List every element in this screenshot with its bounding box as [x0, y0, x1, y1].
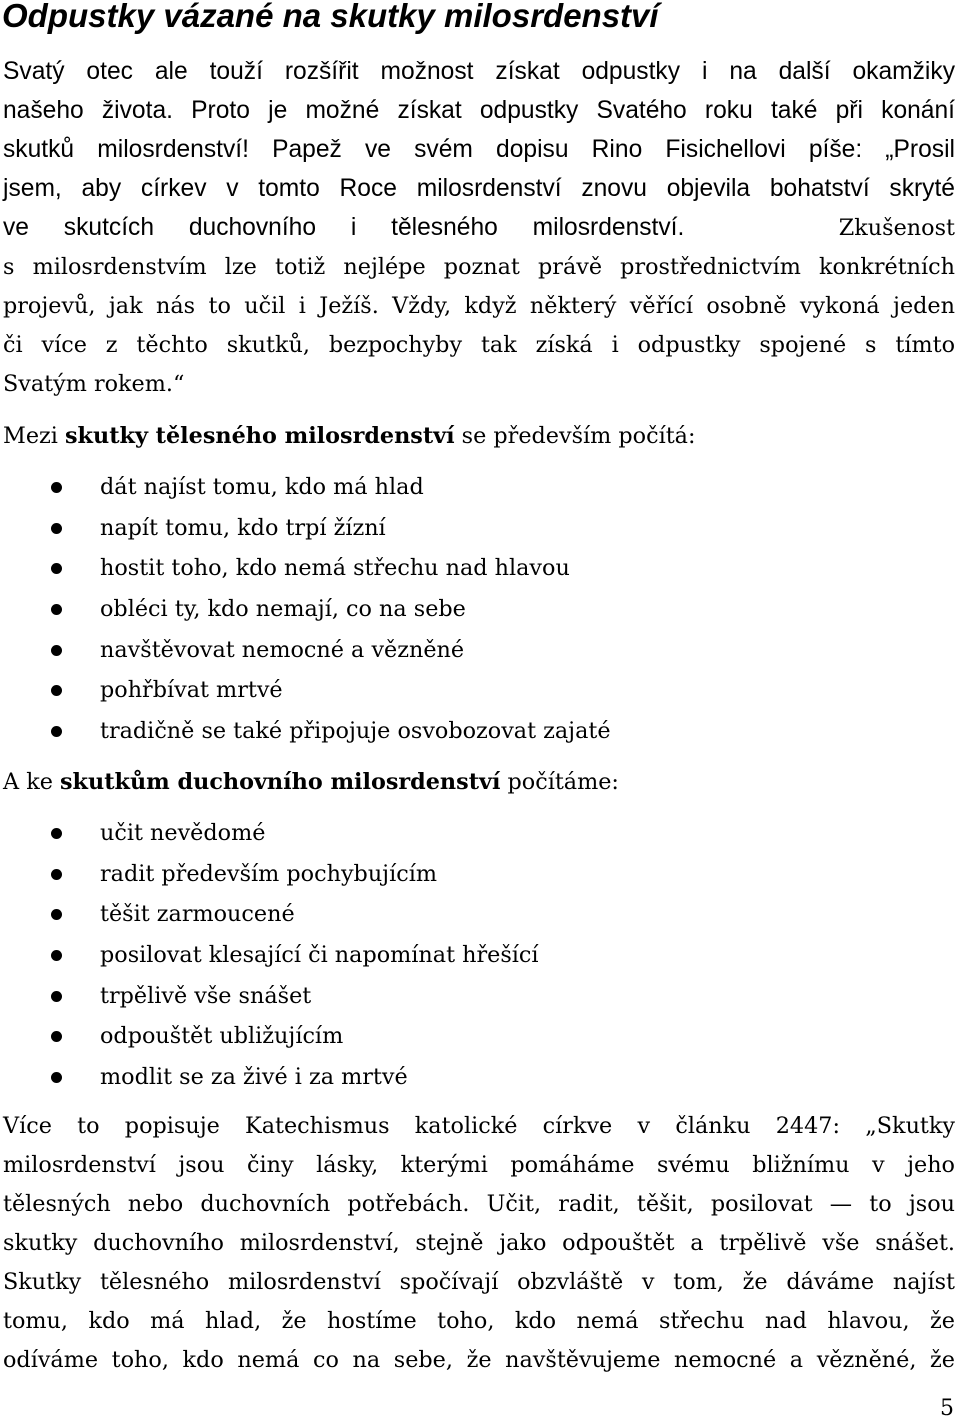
list-item — [0, 816, 539, 857]
spiritual-works-intro — [3, 765, 619, 799]
intro-paragraph — [3, 52, 955, 404]
list-item-text: tradičně se také připojuje osvobozovat zajaté — [100, 718, 611, 745]
list-item-text: hostit toho, kdo nemá střechu nad hlavou — [100, 555, 570, 582]
bullet-icon — [51, 726, 62, 737]
paragraph-line: našeho života. Proto je možné získat odpustky Svatého roku také při konání — [3, 97, 955, 124]
paragraph-line-serif-part: Zkušenost — [838, 215, 955, 241]
catechism-paragraph — [3, 1107, 955, 1380]
bullet-icon — [51, 685, 62, 696]
paragraph-line-sans-part: ve skutcích duchovního i tělesného milosrdenství. — [3, 214, 685, 241]
paragraph-line: skutky duchovního milosrdenství, stejně jako odpouštět a trpělivě vše snášet. — [3, 1230, 955, 1256]
bullet-icon — [51, 563, 62, 574]
paragraph-line: Více to popisuje Katechismus katolické církve v článku 2447: „Skutky — [3, 1113, 955, 1139]
list-item — [0, 897, 539, 938]
bullet-icon — [51, 1031, 62, 1042]
intro-bold-term: skutkům duchovního milosrdenství — [59, 769, 501, 795]
paragraph-line: jsem, aby církev v tomto Roce milosrdenství znovu objevila bohatství skryté — [3, 175, 955, 202]
paragraph-line — [3, 208, 955, 248]
list-item — [0, 938, 539, 979]
paragraph-line: tělesných nebo duchovních potřebách. Učit, radit, těšit, posilovat — to jsou — [3, 1191, 955, 1217]
list-item-text: učit nevědomé — [100, 820, 266, 846]
paragraph-line: skutků milosrdenství! Papež ve svém dopisu Rino Fisichellovi píše: „Prosil — [3, 136, 955, 163]
list-item-text: navštěvovat nemocné a vězněné — [100, 636, 465, 663]
bullet-icon — [51, 482, 62, 493]
section-title: Odpustky vázané na skutky milosrdenství — [2, 0, 659, 34]
paragraph-line: milosrdenství jsou činy lásky, kterými pomáháme svému bližnímu v jeho — [3, 1152, 955, 1178]
list-item-text: modlit se za živé i za mrtvé — [100, 1064, 408, 1091]
intro-text: se především počítá: — [454, 423, 696, 449]
page-number: 5 — [940, 1396, 954, 1421]
bullet-icon — [51, 828, 62, 839]
corporal-works-list — [0, 470, 611, 755]
paragraph-line: či více z těchto skutků, bezpochyby tak získá i odpustky spojené s tímto — [3, 332, 955, 358]
list-item-text: těšit zarmoucené — [100, 901, 295, 928]
intro-text: počítáme: — [500, 769, 619, 795]
bullet-icon — [51, 645, 62, 656]
paragraph-line: tomu, kdo má hlad, že hostíme toho, kdo nemá střechu nad hlavou, že — [3, 1308, 955, 1334]
list-item-text: radit především pochybujícím — [100, 860, 437, 887]
corporal-works-intro — [3, 419, 695, 453]
list-item-text: obléci ty, kdo nemají, co na sebe — [100, 596, 466, 623]
list-item — [0, 857, 539, 898]
paragraph-line: projevů, jak nás to učil i Ježíš. Vždy, když některý věřící osobně vykoná jeden — [3, 293, 955, 319]
list-item-text: trpělivě vše snášet — [100, 982, 312, 1009]
spiritual-works-list — [0, 816, 539, 1101]
list-item — [0, 592, 611, 633]
list-item-text: dát najíst tomu, kdo má hlad — [100, 474, 424, 500]
list-item — [0, 633, 611, 674]
paragraph-line: Svatý otec ale touží rozšířit možnost získat odpustky i na další okamžiky — [3, 58, 955, 85]
paragraph-line: s milosrdenstvím lze totiž nejlépe poznat právě prostřednictvím konkrétních — [3, 254, 955, 280]
intro-text: A ke — [3, 769, 60, 795]
bullet-icon — [51, 1072, 62, 1083]
list-item-text: pohřbívat mrtvé — [100, 677, 283, 704]
list-item — [0, 551, 611, 592]
bullet-icon — [51, 991, 62, 1002]
bullet-icon — [51, 869, 62, 880]
list-item-text: posilovat klesající či napomínat hřešící — [100, 942, 539, 969]
list-item — [0, 714, 611, 755]
bullet-icon — [51, 950, 62, 961]
paragraph-line: odíváme toho, kdo nemá co na sebe, že navštěvujeme nemocné a vězněné, že — [3, 1347, 955, 1373]
paragraph-line: Skutky tělesného milosrdenství spočívají obzvláště v tom, že dáváme najíst — [3, 1269, 955, 1295]
list-item-text: napít tomu, kdo trpí žízní — [100, 514, 386, 541]
paragraph-line: Svatým rokem.“ — [3, 371, 185, 397]
list-item-text: odpouštět ubližujícím — [100, 1023, 344, 1050]
list-item — [0, 673, 611, 714]
list-item — [0, 470, 611, 511]
list-item — [0, 511, 611, 552]
bullet-icon — [51, 604, 62, 615]
intro-text: Mezi — [3, 423, 65, 449]
bullet-icon — [51, 523, 62, 534]
list-item — [0, 1060, 539, 1101]
intro-bold-term: skutky tělesného milosrdenství — [65, 423, 455, 449]
list-item — [0, 1019, 539, 1060]
list-item — [0, 979, 539, 1020]
bullet-icon — [51, 909, 62, 920]
